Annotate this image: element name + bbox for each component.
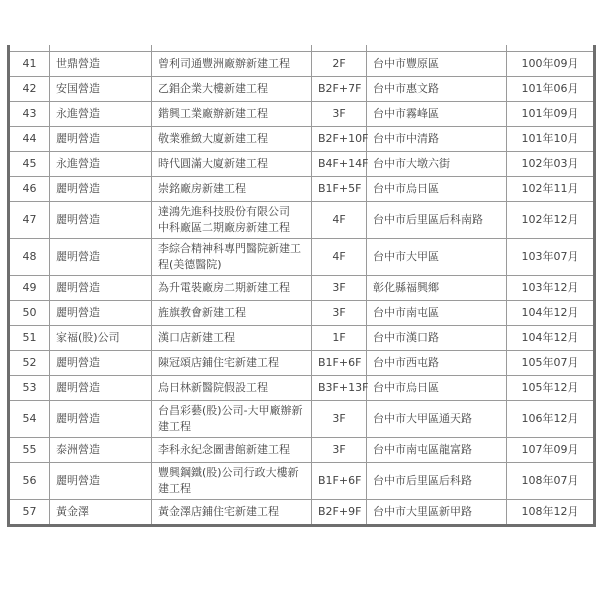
cell-date: 102年03月 — [507, 152, 595, 177]
cell-contractor: 永進營造 — [50, 152, 152, 177]
table-row — [9, 77, 595, 102]
cell-no: 47 — [9, 202, 50, 239]
table-row — [9, 351, 595, 376]
table-row — [9, 177, 595, 202]
cell-location: 彰化縣福興鄉 — [367, 276, 507, 301]
cell-no: 48 — [9, 239, 50, 276]
cell-project: 李科永紀念圖書館新建工程 — [152, 438, 312, 463]
cell-contractor: 麗明營造 — [50, 463, 152, 500]
cell-no: 41 — [9, 52, 50, 77]
cell-location: 台中市烏日區 — [367, 177, 507, 202]
table-row — [9, 500, 595, 526]
cell-location: 台中市南屯區龍富路 — [367, 438, 507, 463]
cell-location: 台中市霧峰區 — [367, 102, 507, 127]
cell-floors: B2F+9F — [312, 500, 367, 526]
cell-floors: B2F+7F — [312, 77, 367, 102]
cell-date: 103年12月 — [507, 276, 595, 301]
cell-floors: B1F+5F — [312, 177, 367, 202]
cell-project: 陳冠頌店鋪住宅新建工程 — [152, 351, 312, 376]
cell-project: 旌旗教會新建工程 — [152, 301, 312, 326]
cell-contractor: 麗明營造 — [50, 202, 152, 239]
cell-no: 54 — [9, 401, 50, 438]
cell-contractor: 麗明營造 — [50, 376, 152, 401]
cell-date: 108年12月 — [507, 500, 595, 526]
cell-floors: B3F+13F — [312, 376, 367, 401]
cell-contractor: 麗明營造 — [50, 276, 152, 301]
cell-contractor: 麗明營造 — [50, 301, 152, 326]
cell-contractor: 泰洲營造 — [50, 438, 152, 463]
cell-project: 烏日林新醫院假設工程 — [152, 376, 312, 401]
cell-project: 豐興鋼鐵(股)公司行政大樓新建工程 — [152, 463, 312, 500]
cell-location: 台中市后里區后科路 — [367, 463, 507, 500]
cell-contractor: 麗明營造 — [50, 351, 152, 376]
cell-no: 49 — [9, 276, 50, 301]
cell-location: 台中市大里區新甲路 — [367, 500, 507, 526]
cell-date: 101年09月 — [507, 102, 595, 127]
cell-floors: 2F — [312, 52, 367, 77]
table-row — [9, 276, 595, 301]
cell-location: 台中市后里區后科南路 — [367, 202, 507, 239]
cell-location: 台中市豐原區 — [367, 52, 507, 77]
cell-project: 乙錩企業大樓新建工程 — [152, 77, 312, 102]
cell-contractor: 安国營造 — [50, 77, 152, 102]
cell-date: 104年12月 — [507, 326, 595, 351]
cell-project: 漢口店新建工程 — [152, 326, 312, 351]
cell-floors: B4F+14F — [312, 152, 367, 177]
cell-contractor: 麗明營造 — [50, 401, 152, 438]
cell-location: 台中市大墩六街 — [367, 152, 507, 177]
cell-no: 42 — [9, 77, 50, 102]
cell-location: 台中市中清路 — [367, 127, 507, 152]
cell-date: 106年12月 — [507, 401, 595, 438]
cell-contractor: 世鼎營造 — [50, 52, 152, 77]
cell-floors: 3F — [312, 102, 367, 127]
table-row — [9, 376, 595, 401]
table-row — [9, 438, 595, 463]
cell-contractor: 永進營造 — [50, 102, 152, 127]
cell-contractor: 麗明營造 — [50, 127, 152, 152]
table-row — [9, 152, 595, 177]
table-row — [9, 239, 595, 276]
table-row — [9, 463, 595, 500]
cell-floors: 3F — [312, 401, 367, 438]
project-table — [7, 45, 596, 527]
cell-location: 台中市惠文路 — [367, 77, 507, 102]
cell-location: 台中市烏日區 — [367, 376, 507, 401]
cell-date: 105年12月 — [507, 376, 595, 401]
cell-project: 崇銘廠房新建工程 — [152, 177, 312, 202]
table-row — [9, 102, 595, 127]
project-table-body — [9, 45, 595, 526]
cell-contractor: 家福(股)公司 — [50, 326, 152, 351]
cell-project: 台昌彩藝(股)公司-大甲廠辦新建工程 — [152, 401, 312, 438]
cell-no: 53 — [9, 376, 50, 401]
cell-contractor: 黃金澤 — [50, 500, 152, 526]
table-row — [9, 127, 595, 152]
cell-no: 44 — [9, 127, 50, 152]
cell-no: 45 — [9, 152, 50, 177]
cell-no: 51 — [9, 326, 50, 351]
cell-project: 時代圓滿大廈新建工程 — [152, 152, 312, 177]
table-row — [9, 52, 595, 77]
table-row — [9, 326, 595, 351]
table-row — [9, 301, 595, 326]
project-table-container — [7, 45, 600, 527]
cell-no: 46 — [9, 177, 50, 202]
cell-location: 台中市南屯區 — [367, 301, 507, 326]
cell-date: 107年09月 — [507, 438, 595, 463]
cell-no: 57 — [9, 500, 50, 526]
cell-location: 台中市大甲區 — [367, 239, 507, 276]
table-row — [9, 401, 595, 438]
cell-floors: 3F — [312, 438, 367, 463]
cell-location: 台中市西屯路 — [367, 351, 507, 376]
cell-location: 台中市大甲區通天路 — [367, 401, 507, 438]
cell-contractor: 麗明營造 — [50, 177, 152, 202]
cell-project: 鍇興工業廠辦新建工程 — [152, 102, 312, 127]
cell-floors: 3F — [312, 276, 367, 301]
cell-contractor: 麗明營造 — [50, 239, 152, 276]
cell-project: 敬業雅緻大廈新建工程 — [152, 127, 312, 152]
cell-date: 104年12月 — [507, 301, 595, 326]
cell-project: 曾利司通豐洲廠辦新建工程 — [152, 52, 312, 77]
cell-no: 52 — [9, 351, 50, 376]
cell-no: 50 — [9, 301, 50, 326]
cell-date: 100年09月 — [507, 52, 595, 77]
cell-date: 108年07月 — [507, 463, 595, 500]
cell-date: 103年07月 — [507, 239, 595, 276]
cell-date: 101年10月 — [507, 127, 595, 152]
table-row — [9, 202, 595, 239]
cell-date: 102年12月 — [507, 202, 595, 239]
cell-floors: B1F+6F — [312, 463, 367, 500]
cell-no: 43 — [9, 102, 50, 127]
cell-project: 李綜合精神科專門醫院新建工程(美德醫院) — [152, 239, 312, 276]
cell-location: 台中市漢口路 — [367, 326, 507, 351]
cell-date: 105年07月 — [507, 351, 595, 376]
cell-project: 黃金澤店鋪住宅新建工程 — [152, 500, 312, 526]
cell-floors: 4F — [312, 202, 367, 239]
cell-date: 102年11月 — [507, 177, 595, 202]
cell-date: 101年06月 — [507, 77, 595, 102]
cell-floors: 4F — [312, 239, 367, 276]
cell-no: 56 — [9, 463, 50, 500]
cell-floors: 1F — [312, 326, 367, 351]
cell-floors: B1F+6F — [312, 351, 367, 376]
cell-floors: B2F+10F — [312, 127, 367, 152]
cell-project: 達鴻先進科技股份有限公司 中科廠區二期廠房新建工程 — [152, 202, 312, 239]
cell-project: 為升電裝廠房二期新建工程 — [152, 276, 312, 301]
cell-floors: 3F — [312, 301, 367, 326]
cell-no: 55 — [9, 438, 50, 463]
